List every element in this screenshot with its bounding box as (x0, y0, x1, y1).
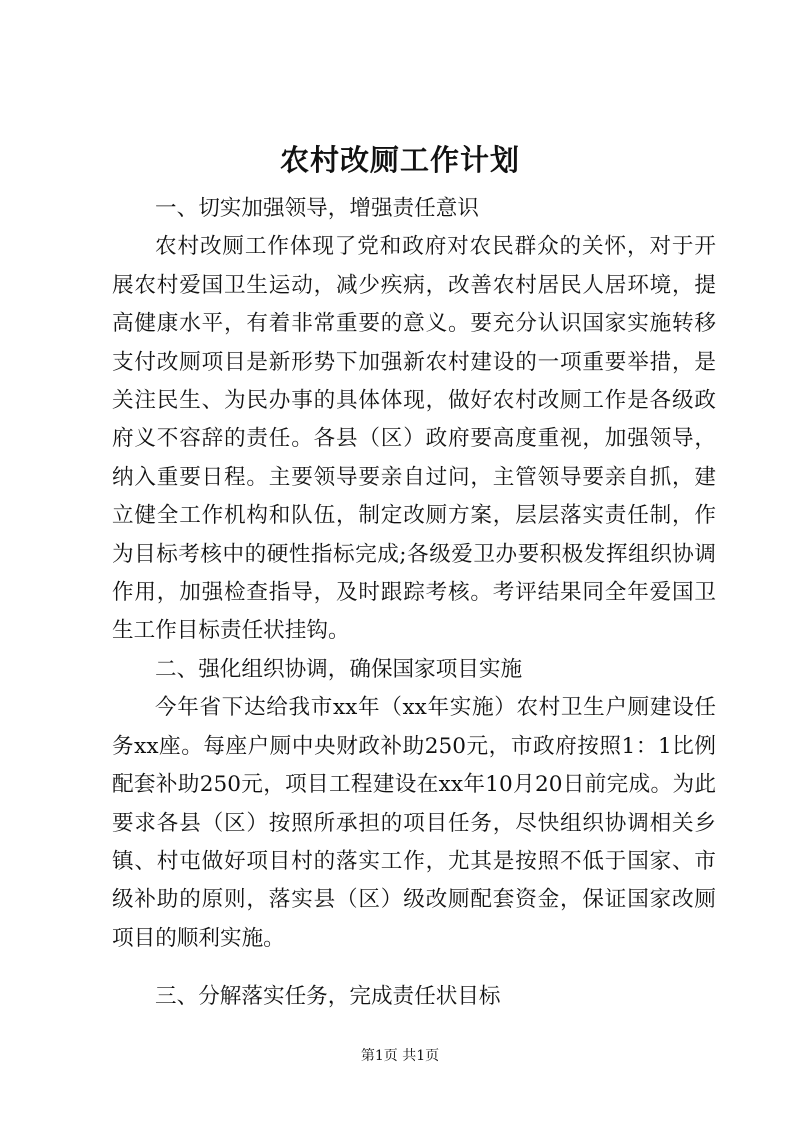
section-heading-1: 一、切实加强领导，增强责任意识 (155, 196, 479, 221)
section-heading-3: 三、分解落实任务，完成责任状目标 (155, 984, 501, 1010)
section-paragraph-2: 今年省下达给我市xx年（xx年实施）农村卫生户厕建设任务xx座。每座户厕中央财政补助250元，市政府按照1：1比例配套补助250元，项目工程建设在xx年10月20日前完成。为此要求各县（区）按照所承担的项目任务，尽快组织协调相关乡镇、村屯做好项目村的落实工作，尤其是按照不低于国家、市级补助的原则，落实县（区）级改厕配套资金，保证国家改厕项目的顺利实施。 (112, 695, 716, 951)
section-paragraph-1: 农村改厕工作体现了党和政府对农民群众的关怀，对于开展农村爱国卫生运动，减少疾病，改善农村居民人居环境，提高健康水平，有着非常重要的意义。要充分认识国家实施转移支付改厕项目是新形势下加强新农村建设的一项重要举措，是关注民生、为民办事的具体体现，做好农村改厕工作是各级政府义不容辞的责任。各县（区）政府要高度重视，加强领导，纳入重要日程。主要领导要亲自过问，主管领导要亲自抓，建立健全工作机构和队伍，制定改厕方案，层层落实责任制，作为目标考核中的硬性指标完成;各级爱卫办要积极发挥组织协调作用，加强检查指导，及时跟踪考核。考评结果同全年爱国卫生工作目标责任状挂钩。 (112, 234, 716, 644)
page-footer: 第1页 共1页 (360, 1048, 440, 1064)
section-heading-2: 二、强化组织协调，确保国家项目实施 (155, 656, 523, 682)
document-title: 农村改厕工作计划 (279, 143, 520, 177)
document-body (112, 190, 716, 1017)
